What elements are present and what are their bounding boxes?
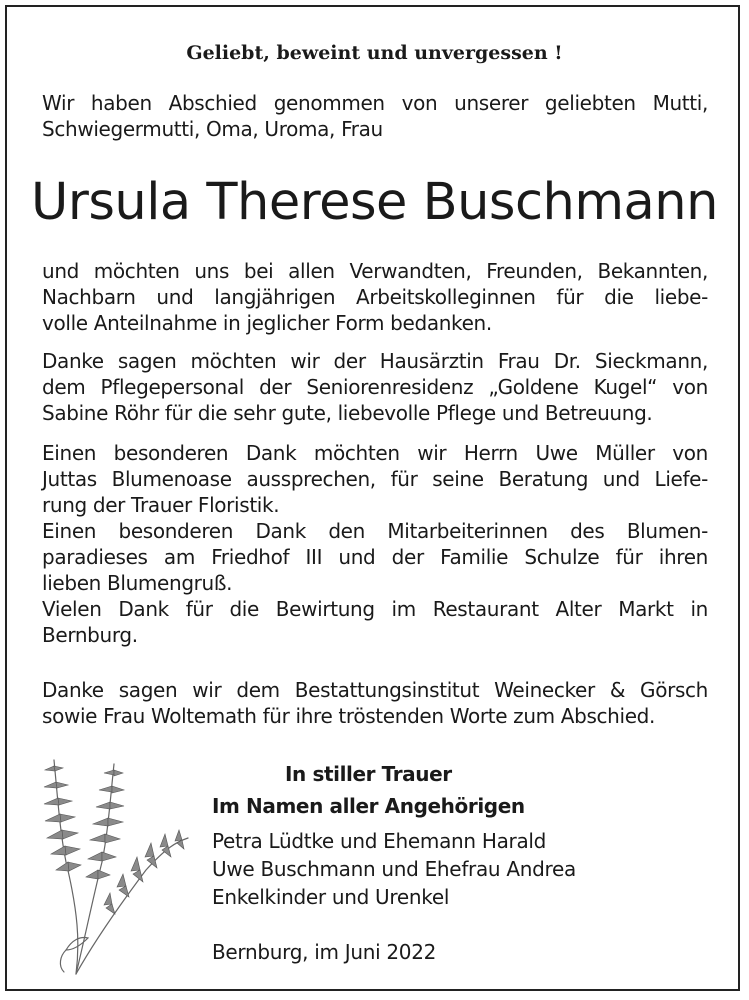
intro-text [42, 90, 708, 142]
thanks-paragraph-2 [42, 348, 708, 426]
text-line: Danke sagen möchten wir der Hausärztin Frau Dr. Sieckmann, [42, 349, 708, 373]
mourner-name: Petra Lüdtke und Ehemann Harald [212, 829, 547, 853]
thanks-paragraph-4 [42, 677, 708, 729]
mourner-name: Enkelkinder und Urenkel [212, 885, 450, 909]
text-line: rung der Trauer Floristik. [42, 493, 280, 517]
mourner-name: Uwe Buschmann und Ehefrau Andrea [212, 857, 576, 881]
text-line: Danke sagen wir dem Bestattungsinstitut Weinecker & Görsch [42, 678, 708, 702]
intro-line: Wir haben Abschied genommen von unserer geliebten Mutti, [42, 91, 708, 115]
text-line: und möchten uns bei allen Verwandten, Freunden, Bekannten, [42, 259, 708, 283]
place-date: Bernburg, im Juni 2022 [212, 940, 437, 964]
text-line: paradieses am Friedhof III und der Familie Schulze für ihren [42, 545, 708, 569]
mourning-heading: In stiller Trauer [285, 762, 452, 786]
intro-line: Schwiegermutti, Oma, Uroma, Frau [42, 117, 383, 141]
text-line: volle Anteilnahme in jeglicher Form bedanken. [42, 311, 492, 335]
fern-bouquet-icon [36, 752, 196, 977]
text-line: Sabine Röhr für die sehr gute, liebevolle Pflege und Betreuung. [42, 401, 653, 425]
thanks-paragraph-1 [42, 258, 708, 336]
text-line: lieben Blumengruß. [42, 571, 233, 595]
text-line: Bernburg. [42, 623, 138, 647]
on-behalf-heading: Im Namen aller Angehörigen [212, 794, 525, 818]
text-line: sowie Frau Woltemath für ihre tröstenden Worte zum Abschied. [42, 704, 656, 728]
text-line: Juttas Blumenoase aussprechen, für seine Beratung und Liefe- [42, 467, 708, 491]
text-line: Nachbarn und langjährigen Arbeitskolleginnen für die liebe- [42, 285, 708, 309]
text-line: Einen besonderen Dank den Mitarbeiterinnen des Blumen- [42, 519, 708, 543]
text-line: Vielen Dank für die Bewirtung im Restaurant Alter Markt in [42, 597, 708, 621]
deceased-name: Ursula Therese Buschmann [31, 173, 718, 232]
text-line: dem Pflegepersonal der Seniorenresidenz „Goldene Kugel“ von [42, 375, 708, 399]
thanks-paragraph-3 [42, 440, 708, 648]
headline: Geliebt, beweint und unvergessen ! [186, 42, 563, 64]
text-line: Einen besonderen Dank möchten wir Herrn Uwe Müller von [42, 441, 708, 465]
